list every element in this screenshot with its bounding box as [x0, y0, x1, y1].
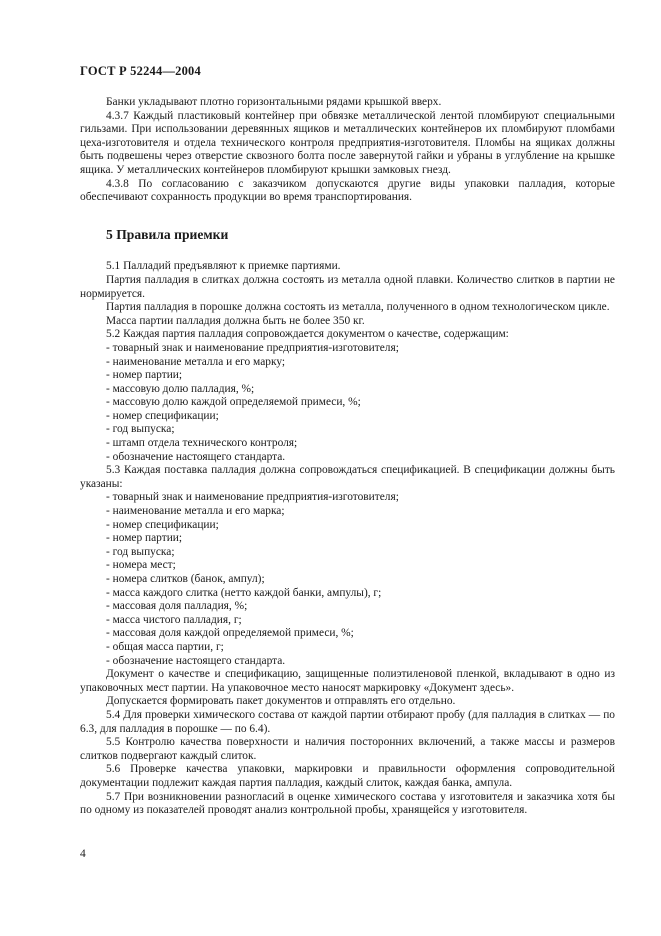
list-item: - номер партии;	[106, 369, 183, 382]
list-item: - массовая доля палладия, %;	[106, 600, 248, 613]
list-item: - массовая доля каждой определяемой примеси, %;	[106, 627, 354, 640]
list-item: - наименование металла и его марку;	[106, 355, 286, 368]
list-item: - штамп отдела технического контроля;	[106, 437, 298, 450]
paragraph: 4.3.7 Каждый пластиковый контейнер при обвязке металлической лентой пломбируют специальными гильзами. При использовании деревянных ящиков и металлических контейнеров их пломбируют пломбами цеха-изготовителя и отдела технического контроля предприятия-изготовителя. Пломбы на ящиках должны быть подвешены через отверстие сквозного болта после завернутой гайки и убраны в углубление на крышке ящика. У металлических контейнеров пломбируют крышки замковых гнезд.	[80, 109, 615, 176]
list-item: - масса каждого слитка (нетто каждой банки, ампулы), г;	[106, 586, 382, 599]
list-item: - массовую долю каждой определяемой примеси, %;	[106, 396, 361, 409]
list-item: - масса чистого палладия, г;	[106, 613, 242, 626]
paragraph: Допускается формировать пакет документов и отправлять его отдельно.	[106, 695, 456, 708]
list-item: - наименование металла и его марка;	[106, 505, 285, 518]
list-item: - номер спецификации;	[106, 518, 219, 531]
paragraph: Документ о качестве и спецификацию, защищенные полиэтиленовой пленкой, вкладывают в одно из упаковочных мест партии. На упаковочное место наносят маркировку «Документ здесь».	[80, 668, 615, 694]
paragraph: 5.1 Палладий предъявляют к приемке партиями.	[106, 260, 341, 273]
list-item: - номера слитков (банок, ампул);	[106, 573, 265, 585]
page-number: 4	[80, 848, 86, 860]
paragraph: 4.3.8 По согласованию с заказчиком допускаются другие виды упаковки палладия, которые обеспечивают сохранность продукции во время транспортирования.	[80, 177, 615, 204]
list-item: - номера мест;	[106, 559, 176, 572]
paragraph: 5.4 Для проверки химического состава от каждой партии отбирают пробу (для палладия в слитках — по 6.3, для палладия в порошке — по 6.4).	[80, 708, 615, 735]
list-item: - обозначение настоящего стандарта.	[106, 450, 286, 463]
list-item: - номер партии;	[106, 532, 183, 545]
paragraph: 5.5 Контролю качества поверхности и наличия посторонних включений, а также массы и размеров слитков подвергают каждый слиток.	[80, 736, 615, 762]
list-item: - товарный знак и наименование предприятия-изготовителя;	[106, 491, 399, 504]
document-body	[80, 96, 615, 818]
list-item: - номер спецификации;	[106, 409, 219, 422]
paragraph: Партия палладия в порошке должна состоять из металла, полученного в одном технологическом цикле.	[106, 301, 610, 314]
list-item: - товарный знак и наименование предприятия-изготовителя;	[106, 341, 399, 354]
paragraph: 5.6 Проверке качества упаковки, маркировки и правильности оформления сопроводительной документации подлежит каждая партия палладия, каждый слиток, каждая банка, ампула.	[80, 763, 615, 789]
paragraph: Банки укладывают плотно горизонтальными рядами крышкой вверх.	[106, 96, 442, 108]
list-item: - массовую долю палладия, %;	[106, 382, 255, 395]
list-item: - общая масса партии, г;	[106, 640, 224, 653]
section-title: 5 Правила приемки	[106, 226, 229, 242]
list-item: - год выпуска;	[106, 545, 175, 558]
list-item: - год выпуска;	[106, 423, 175, 436]
paragraph: Партия палладия в слитках должна состоять из металла одной плавки. Количество слитков в партии не нормируется.	[80, 273, 615, 300]
paragraph: 5.3 Каждая поставка палладия должна сопровождаться спецификацией. В спецификации должны быть указаны:	[80, 464, 615, 490]
list-item: - обозначение настоящего стандарта.	[106, 654, 286, 667]
paragraph: Масса партии палладия должна быть не более 350 кг.	[106, 314, 365, 327]
standard-header: ГОСТ Р 52244—2004	[80, 64, 201, 78]
paragraph: 5.7 При возникновении разногласий в оценке химического состава у изготовителя и заказчика хотя бы по одному из показателей проводят анализ контрольной пробы, хранящейся у изготовителя.	[80, 790, 615, 817]
paragraph: 5.2 Каждая партия палладия сопровождается документом о качестве, содержащим:	[106, 328, 509, 341]
